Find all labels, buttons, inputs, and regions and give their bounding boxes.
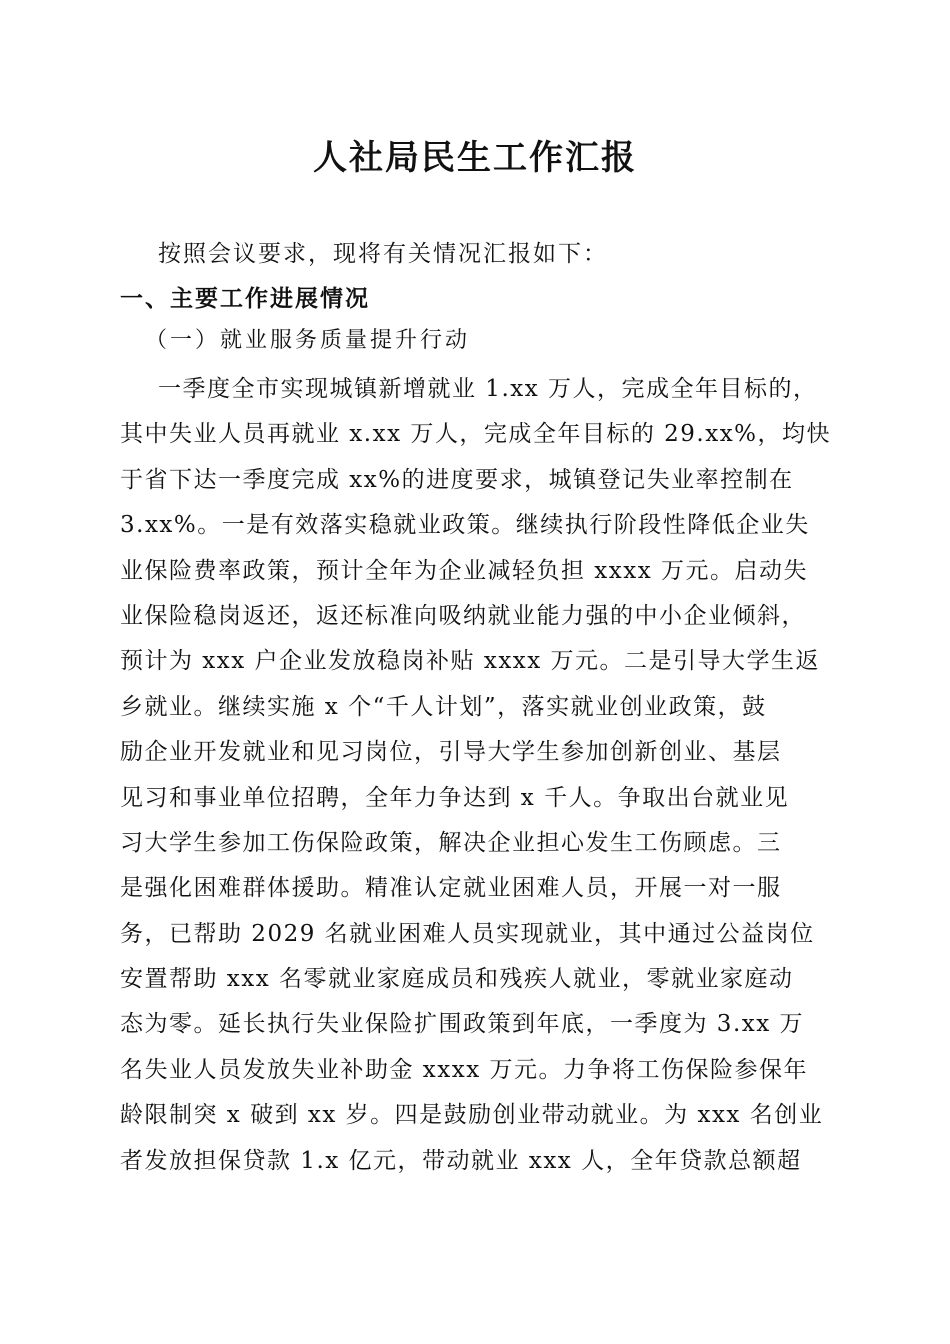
paragraph-line: 乡就业。继续实施 x 个“千人计划”，落实就业创业政策，鼓	[120, 693, 767, 720]
paragraph-line: 3.xx%。一是有效落实稳就业政策。继续执行阶段性降低企业失	[120, 512, 810, 539]
paragraph-line: 习大学生参加工伤保险政策，解决企业担心发生工伤顾虑。三	[120, 829, 782, 856]
body-paragraph	[120, 367, 840, 1184]
paragraph-line: 其中失业人员再就业 x.xx 万人，完成全年目标的 29.xx%，均快	[120, 421, 832, 448]
subsection-heading-employment-service: （一）就业服务质量提升行动	[145, 328, 471, 353]
paragraph-line: 名失业人员发放失业补助金 xxxx 万元。力争将工伤保险参保年	[120, 1056, 809, 1083]
paragraph-line: 是强化困难群体援助。精准认定就业困难人员，开展一对一服	[120, 875, 782, 902]
paragraph-line: 业保险费率政策，预计全年为企业减轻负担 xxxx 万元。启动失	[120, 557, 809, 584]
paragraph-line: 励企业开发就业和见习岗位，引导大学生参加创新创业、基层	[120, 739, 782, 766]
document-title: 人社局民生工作汇报	[313, 138, 637, 178]
paragraph-line: 一季度全市实现城镇新增就业 1.xx 万人，完成全年目标的，	[158, 376, 818, 402]
paragraph-line: 见习和事业单位招聘，全年力争达到 x 千人。争取出台就业见	[120, 784, 790, 811]
paragraph-line: 预计为 xxx 户企业发放稳岗补贴 xxxx 万元。二是引导大学生返	[120, 648, 821, 675]
paragraph-line: 安置帮助 xxx 名零就业家庭成员和残疾人就业，零就业家庭动	[120, 966, 794, 993]
paragraph-line: 业保险稳岗返还，返还标准向吸纳就业能力强的中小企业倾斜，	[120, 602, 806, 629]
paragraph-line: 于省下达一季度完成 xx%的进度要求，城镇登记失业率控制在	[120, 466, 794, 493]
paragraph-line: 态为零。延长执行失业保险扩围政策到年底，一季度为 3.xx 万	[120, 1011, 805, 1038]
paragraph-line: 者发放担保贷款 1.x 亿元，带动就业 xxx 人，全年贷款总额超	[120, 1147, 802, 1174]
paragraph-line: 龄限制突 x 破到 xx 岁。四是鼓励创业带动就业。为 xxx 名创业	[120, 1102, 824, 1129]
intro-paragraph: 按照会议要求，现将有关情况汇报如下：	[158, 241, 608, 267]
section-heading-main-progress: 一、主要工作进展情况	[120, 286, 370, 312]
paragraph-line: 务，已帮助 2029 名就业困难人员实现就业，其中通过公益岗位	[120, 920, 815, 947]
